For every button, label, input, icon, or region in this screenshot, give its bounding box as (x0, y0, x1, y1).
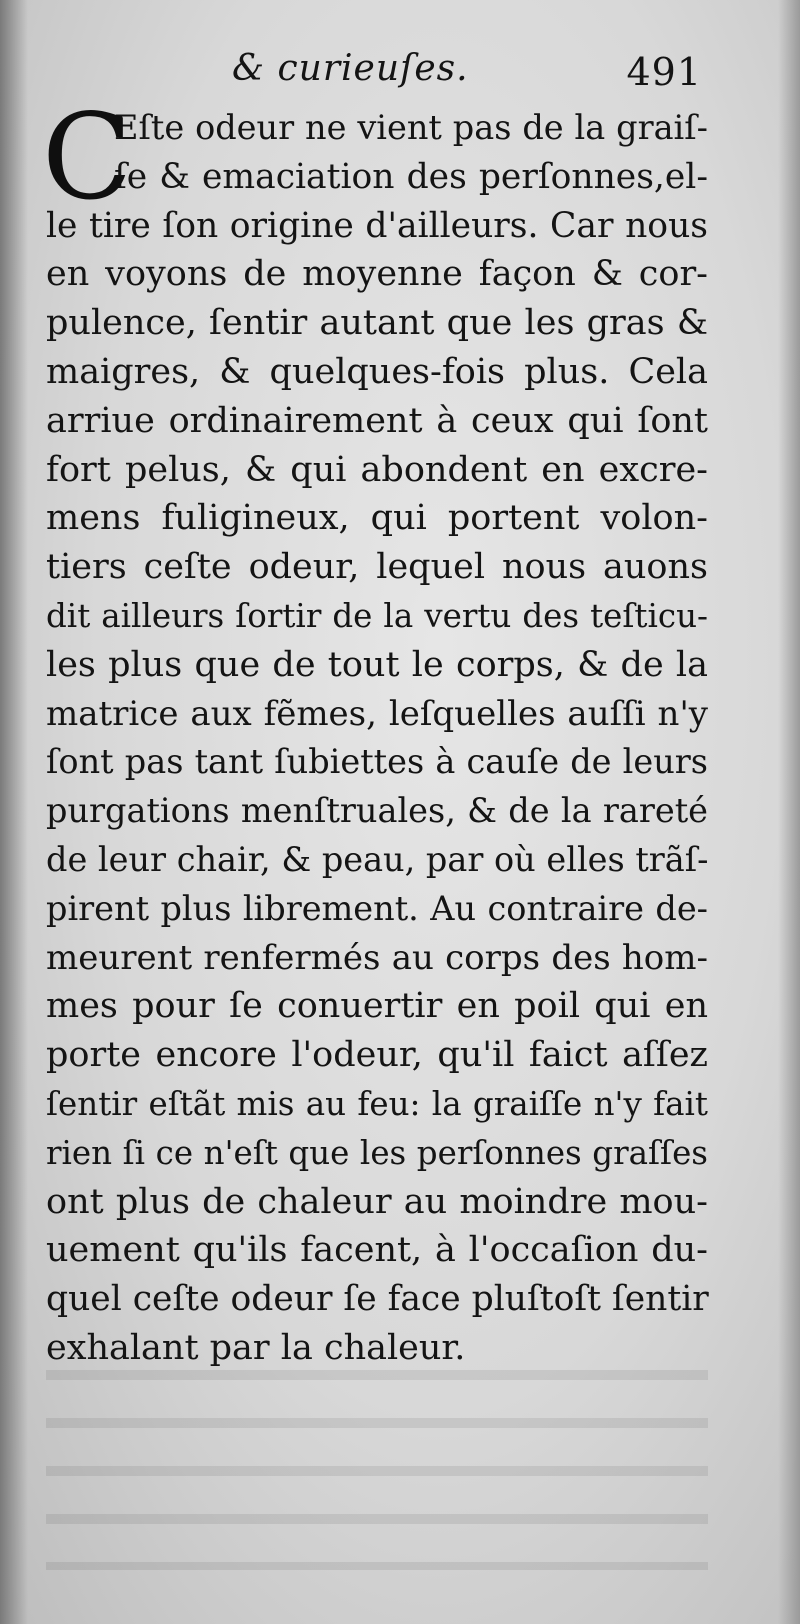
text-line: ont plus de chaleur au moindre mou- (46, 1181, 708, 1222)
text-line: arriue ordinairement à ceux qui ſont (46, 400, 708, 441)
body-text (42, 88, 709, 1373)
text-line: matrice aux fẽmes, leſquelles auſſi n'y (46, 693, 708, 734)
text-line: fort pelus, & qui abondent en excre- (46, 449, 708, 490)
text-line: quel ceſte odeur ſe face pluſtoſt ſentir (46, 1279, 709, 1320)
text-line: ſentir eſtãt mis au feu: la graiſſe n'y fait (46, 1084, 708, 1123)
text-line: ſe & emaciation des perſonnes,el- (114, 156, 708, 197)
show-through-shadow (46, 1370, 708, 1570)
page-header (46, 48, 702, 98)
text-line: maigres, & quelques-fois plus. Cela (46, 351, 708, 392)
text-line: rien ſi ce n'eſt que les perſonnes graſſes (46, 1133, 708, 1172)
running-head: & curieuſes. (232, 48, 469, 89)
text-line: en voyons de moyenne façon & cor- (46, 254, 708, 295)
page-number: 491 (626, 50, 702, 94)
text-line: uement qu'ils facent, à l'occaſion du- (46, 1230, 708, 1271)
text-line: pirent plus librement. Au contraire de- (46, 888, 708, 928)
text-line: meurent renfermés au corps des hom- (46, 937, 708, 978)
text-line: ſont pas tant ſubiettes à cauſe de leurs (46, 742, 708, 782)
text-line: le tire ſon origine d'ailleurs. Car nous (46, 205, 708, 246)
text-line: de leur chair, & peau, par où elles trãſ- (46, 839, 709, 879)
text-line: exhalant par la chaleur. (46, 1327, 466, 1368)
text-line: Eſte odeur ne vient pas de la graiſ- (114, 108, 708, 147)
text-line: les plus que de tout le corps, & de la (46, 644, 708, 685)
text-line: mes pour ſe conuertir en poil qui en (46, 986, 708, 1027)
text-line: dit ailleurs ſortir de la vertu des teſticu- (46, 596, 708, 635)
text-line: porte encore l'odeur, qu'il faict aſſez (46, 1035, 708, 1076)
text-line: pulence, ſentir autant que les gras & (46, 303, 708, 344)
drop-cap: C (42, 88, 133, 226)
text-line: mens fuligineux, qui portent volon- (46, 498, 708, 539)
text-line: tiers ceſte odeur, lequel nous auons (46, 547, 708, 588)
text-line: purgations menſtruales, & de la rareté (46, 791, 708, 831)
